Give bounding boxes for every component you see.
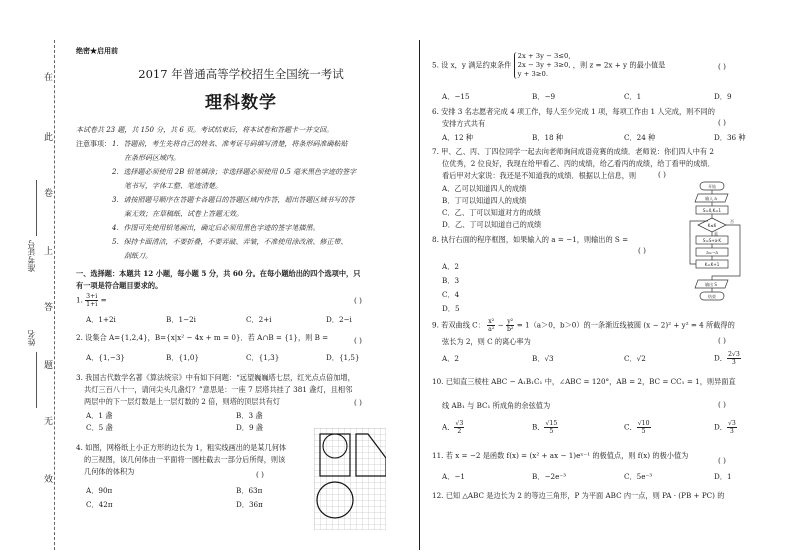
- option: B．{1,0}: [166, 353, 200, 362]
- question-9: 9. 若双曲线 C： $\frac{\text{x²}}{\text{a²}}$ − $\frac{\text{y²}}{\text{b²}}$ = 1（a＞0，b＞0）的一条渐近线被圆 (x − 2)² + y² = 4 所截得的: [432, 318, 735, 333]
- subject-title: 理科数学: [205, 93, 277, 113]
- question-5: 5. 设 x，y 满足约束条件 2x + 3y − 3≤0, 2x − 3y + 3≥0, y + 3≥0. ，则 z = 2x + y 的最小值是: [432, 52, 666, 78]
- option: D．9 盏: [236, 423, 263, 432]
- answer-paren: ( ): [718, 400, 726, 409]
- question-7: 看后甲对大家说：我还是不知道我的成绩．根据以上信息，则: [442, 171, 637, 180]
- fraction: $\frac{√3}{2}$: [455, 420, 464, 435]
- option: D．乙、丁可以知道自己的成绩: [442, 220, 542, 229]
- fraction: $\frac{√10}{5}$: [637, 420, 650, 435]
- left-column: [68, 0, 414, 560]
- flow-input-label: 输入 a: [705, 196, 717, 201]
- instruction-item: 5．保持卡面清洁，不要折叠，不要弄破、弄皱，不准使用涂改液、修正带、: [112, 238, 348, 246]
- constraint-system: 2x + 3y − 3≤0, 2x − 3y + 3≥0, y + 3≥0.: [514, 52, 571, 79]
- fraction: $\frac{√15}{5}$: [545, 420, 558, 435]
- program-flowchart: [686, 180, 746, 302]
- option: C．{1,3}: [246, 353, 280, 362]
- fraction: $\frac{\text{x²}}{\text{a²}}$: [488, 318, 495, 333]
- answer-paren: ( ): [354, 398, 362, 407]
- question-10: 线 AB₁ 与 BC₁ 所成角的余弦值为: [442, 401, 551, 410]
- instruction-item: 案无效；在草稿纸、试卷上答题无效。: [124, 210, 243, 218]
- fraction: $\frac{√3}{3}$: [727, 420, 736, 435]
- instruction-item: 4．作图可先使用铅笔画出，确定后必须用黑色字迹的签字笔描黑。: [112, 224, 320, 232]
- option: C．2+i: [246, 315, 272, 324]
- option: B．√3: [532, 354, 554, 363]
- option: A．−1: [442, 472, 465, 481]
- option: B． $\frac{√15}{5}$: [532, 420, 558, 435]
- right-column: [428, 0, 788, 560]
- binding-char: 答: [44, 303, 54, 313]
- binding-char: 无: [44, 417, 54, 427]
- question-4: 几何体的体积为: [84, 467, 135, 476]
- question-7: 位优秀，2 位良好，我现在给甲看乙、丙的成绩，给乙看丙的成绩，给丁看甲的成绩．: [442, 159, 715, 168]
- option: A．1+2i: [86, 315, 116, 324]
- name-label: 姓名: [27, 330, 36, 346]
- option: B．18 种: [532, 133, 564, 142]
- option: C．1: [624, 92, 642, 101]
- option: C．5e⁻³: [624, 472, 653, 481]
- binding-char: 在: [44, 73, 54, 83]
- option: B．丁可以知道四人的成绩: [442, 196, 527, 205]
- question-6: 安排方式共有: [442, 119, 486, 128]
- option: D．9: [714, 92, 732, 101]
- exam-number-label: 准考证号: [27, 240, 36, 272]
- option: A．−15: [442, 92, 470, 101]
- option: C．√2: [624, 354, 646, 363]
- answer-paren: ( ): [718, 62, 726, 71]
- column-separator: [419, 40, 420, 550]
- name-line: [36, 352, 37, 408]
- option: B．−2e⁻³: [532, 472, 566, 481]
- fraction: $\frac{\text{y²}}{\text{b²}}$: [506, 318, 514, 333]
- binding-char: 卷: [44, 189, 54, 199]
- option: A．乙可以知道四人的成绩: [442, 184, 527, 193]
- option: D．{1,5}: [326, 353, 360, 362]
- question-7: 7. 甲、乙、丙、丁四位同学一起去向老师询问成语竞赛的成绩．老师说：你们四人中有 2: [432, 147, 714, 156]
- answer-paren: ( ): [658, 170, 666, 179]
- binding-char: 效: [44, 475, 54, 485]
- option: D．36 种: [714, 133, 746, 142]
- question-4: 的三视图，该几何体由一平面将一圆柱截去一部分后所得，则该: [84, 455, 286, 464]
- option: C．24 种: [624, 133, 656, 142]
- answer-paren: ( ): [256, 470, 264, 479]
- question-3: 两层中的下一层灯数是上一层灯数的 2 倍，则塔的顶层共有灯: [84, 397, 281, 406]
- option: B．−9: [532, 92, 556, 101]
- option: A．90π: [86, 486, 113, 495]
- exam-title: 2017 年普通高等学校招生全国统一考试: [138, 67, 344, 81]
- question-1: 1. $\frac{3+i}{1+i}$ =: [76, 293, 107, 308]
- binding-strip: [0, 0, 68, 560]
- option: A．1 盏: [86, 411, 113, 420]
- question-3: 3. 我国古代数学名著《算法统宗》中有如下问题：“远望巍巍塔七层，红光点点倍加增，: [76, 373, 355, 382]
- option: C．5 盏: [86, 423, 113, 432]
- option: B．3 盏: [236, 411, 263, 420]
- flow-init-label: S=0,K=1: [702, 208, 722, 213]
- secret-mark: 绝密★启用前: [76, 46, 118, 55]
- question-6: 6. 安排 3 名志愿者完成 4 项工作，每人至少完成 1 项，每项工作由 1 人完成，则不同的: [432, 107, 715, 116]
- flow-end-label: 结束: [708, 294, 716, 299]
- option: A．2: [442, 354, 459, 363]
- question-3: 共灯三百八十一，请问尖头几盏灯？”意思是：一座 7 层塔共挂了 381 盏灯，且相邻: [84, 385, 353, 394]
- flow-no-label: 否: [730, 219, 734, 224]
- fraction: $\frac{2√3}{3}$: [727, 351, 740, 366]
- flow-cond-label: K≤6: [707, 223, 717, 228]
- binding-char: 此: [44, 133, 54, 143]
- instruction-item: 刮纸刀。: [124, 252, 152, 260]
- flow-start-label: 开始: [708, 184, 716, 189]
- option: B．3: [442, 276, 460, 285]
- answer-paren: ( ): [718, 336, 726, 345]
- answer-paren: ( ): [718, 456, 726, 465]
- option: A．{1,−3}: [86, 353, 125, 362]
- binding-dashed-line: [54, 40, 55, 550]
- flow-step3-label: K=K+1: [704, 262, 720, 267]
- answer-paren: ( ): [638, 246, 646, 255]
- answer-paren: ( ): [354, 296, 362, 305]
- answer-paren: ( ): [718, 118, 726, 127]
- fraction: $\frac{3+i}{1+i}$: [86, 293, 98, 308]
- binding-char: 题: [44, 361, 54, 371]
- option: D．5: [442, 304, 460, 313]
- flow-output-label: 输出 S: [705, 282, 717, 287]
- question-10: 10. 已知直三棱柱 ABC − A₁B₁C₁ 中，∠ABC = 120°，AB = 2，BC = CC₁ = 1，则异面直: [432, 377, 736, 386]
- answer-paren: ( ): [354, 336, 362, 345]
- question-4: 4. 如图，网格纸上小正方形的边长为 1，粗实线画出的是某几何体: [76, 443, 287, 452]
- flow-step2-label: a=−a: [706, 250, 718, 255]
- instructions-intro: 本试卷共 23 题，共 150 分，共 6 页。考试结束后，将本试卷和答题卡一并交回。: [76, 126, 334, 134]
- question-8: 8. 执行右面的程序框图，如果输入的 a = −1，则输出的 S =: [432, 235, 629, 244]
- option: D． $\frac{√3}{3}$: [714, 420, 736, 435]
- option: C．4: [442, 290, 460, 299]
- option: A．2: [442, 262, 459, 271]
- binding-char: 上: [44, 247, 54, 257]
- option: D． $\frac{2√3}{3}$: [714, 351, 740, 366]
- section-heading: 有一项是符合题目要求的。: [76, 281, 163, 290]
- option: C．42π: [86, 500, 113, 509]
- question-12: 12. 已知 △ABC 是边长为 2 的等边三角形，P 为平面 ABC 内一点，则 PA · (PB + PC) 的: [432, 491, 725, 500]
- three-view-figure: [314, 428, 386, 530]
- instruction-item: 1．答题前，考生先将自己的姓名、准考证号码填写清楚，将条形码准确粘贴: [112, 140, 348, 148]
- flow-step1-label: S=S+a·K: [702, 238, 722, 243]
- option: C． $\frac{√10}{5}$: [624, 420, 650, 435]
- instruction-item: 3．请按照题号顺序在答题卡各题目的答题区域内作答，超出答题区域书写的答: [112, 196, 355, 204]
- instruction-item: 2．选择题必须使用 2B 铅笔填涂；非选择题必须使用 0.5 毫米黑色字迹的签字: [112, 168, 357, 176]
- flow-yes-label: 是: [714, 231, 718, 236]
- section-heading: 一、选择题：本题共 12 小题，每小题 5 分，共 60 分。在每小题给出的四个选项中，只: [76, 269, 361, 278]
- option: D．2−i: [326, 315, 352, 324]
- option: B．1−2i: [166, 315, 196, 324]
- instruction-item: 笔书写，字体工整、笔迹清楚。: [124, 182, 222, 190]
- instructions-label: 注意事项：: [76, 140, 111, 148]
- exam-number-line: [36, 180, 37, 236]
- instruction-item: 在条形码区域内。: [124, 154, 180, 162]
- option: C．乙、丁可以知道对方的成绩: [442, 208, 541, 217]
- option: A． $\frac{√3}{2}$: [442, 420, 464, 435]
- option: A．12 种: [442, 133, 473, 142]
- option: B．63π: [236, 486, 263, 495]
- question-2: 2. 设集合 A={1,2,4}，B={x|x² − 4x + m = 0}．若 A∩B = {1}，则 B =: [76, 333, 329, 342]
- option: D．1: [714, 472, 732, 481]
- question-11: 11. 若 x = −2 是函数 f(x) = (x² + ax − 1)eˣ⁻¹ 的极值点，则 f(x) 的极小值为: [432, 451, 689, 460]
- question-9: 弦长为 2，则 C 的离心率为: [442, 337, 531, 346]
- option: D．36π: [236, 500, 263, 509]
